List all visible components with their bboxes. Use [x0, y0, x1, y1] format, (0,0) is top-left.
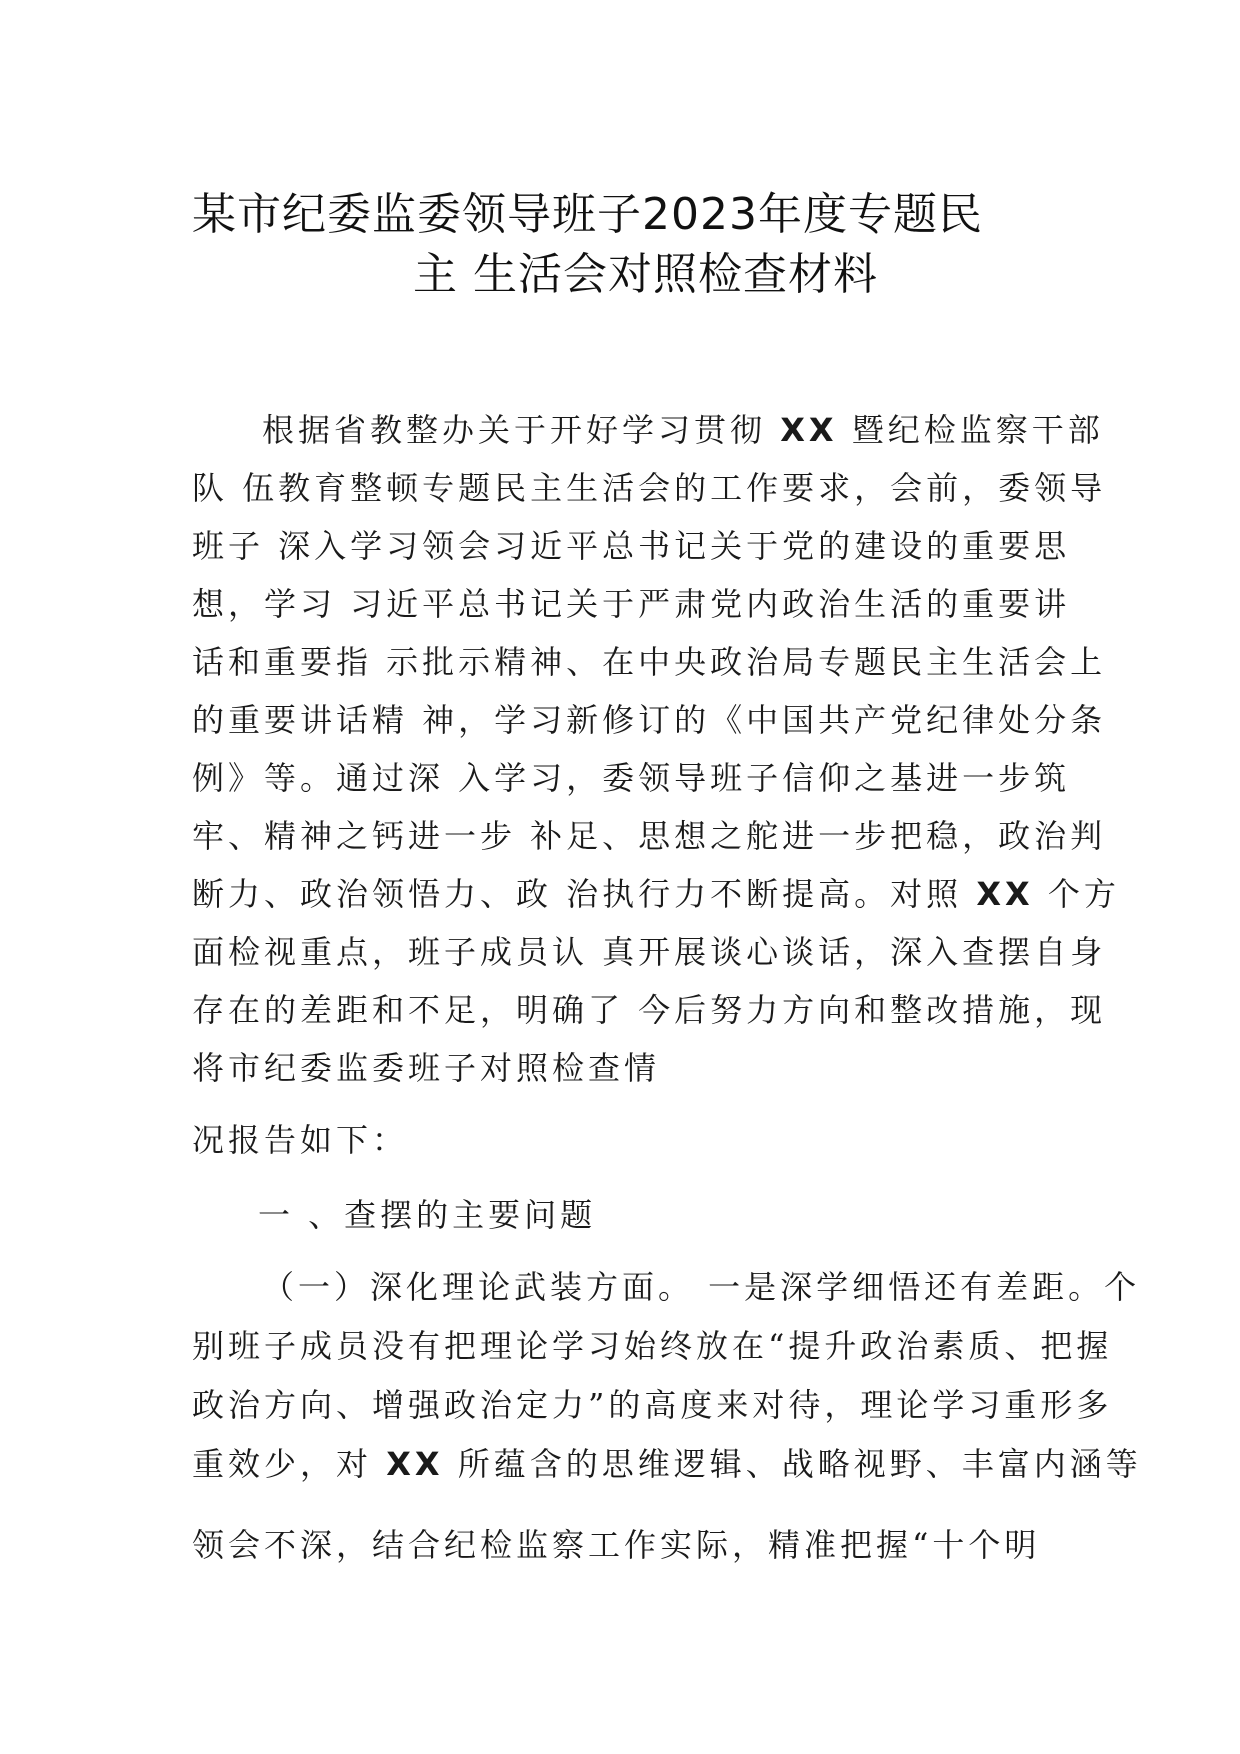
intro-line: 班子 深入学习领会习近平总书记关于党的建设的重要思 — [192, 527, 1071, 565]
section1-line: （一）深化理论武装方面。 一是深学细悟还有差距。个 — [262, 1268, 1141, 1306]
section1-line: 领会不深，结合纪检监察工作实际，精准把握“十个明 — [192, 1526, 1041, 1564]
intro-line: 话和重要指 示批示精神、在中央政治局专题民主生活会上 — [192, 643, 1107, 681]
intro-line: 例》等。通过深 入学习，委领导班子信仰之基进一步筑 — [192, 759, 1071, 797]
section1-line: 别班子成员没有把理论学习始终放在“提升政治素质、把握 — [192, 1327, 1113, 1365]
section1-line: 重效少，对 XX 所蕴含的思维逻辑、战略视野、丰富内涵等 — [192, 1445, 1142, 1483]
intro-line: 牢、精神之钙进一步 补足、思想之舵进一步把稳，政治判 — [192, 817, 1107, 855]
document-title-line-1: 某市纪委监委领导班子2023年度专题民 — [192, 189, 983, 240]
report-line: 况报告如下： — [192, 1121, 409, 1159]
intro-line: 将市纪委监委班子对照检查情 — [192, 1049, 661, 1087]
intro-line: 断力、政治领悟力、政 治执行力不断提高。对照 XX 个方 — [192, 875, 1120, 913]
section-heading: 一 、查摆的主要问题 — [258, 1196, 597, 1234]
section1-line: 政治方向、增强政治定力”的高度来对待，理论学习重形多 — [192, 1386, 1113, 1424]
intro-line: 想，学习 习近平总书记关于严肃党内政治生活的重要讲 — [192, 585, 1071, 623]
document-title-line-2: 主 生活会对照检查材料 — [413, 249, 878, 300]
intro-line: 队 伍教育整顿专题民主生活会的工作要求，会前，委领导 — [192, 469, 1107, 507]
intro-line: 的重要讲话精 神，学习新修订的《中国共产党纪律处分条 — [192, 701, 1107, 739]
intro-line: 根据省教整办关于开好学习贯彻 XX 暨纪检监察干部 — [262, 411, 1104, 449]
intro-line: 面检视重点，班子成员认 真开展谈心谈话，深入查摆自身 — [192, 933, 1107, 971]
intro-line: 存在的差距和不足，明确了 今后努力方向和整改措施，现 — [192, 991, 1107, 1029]
